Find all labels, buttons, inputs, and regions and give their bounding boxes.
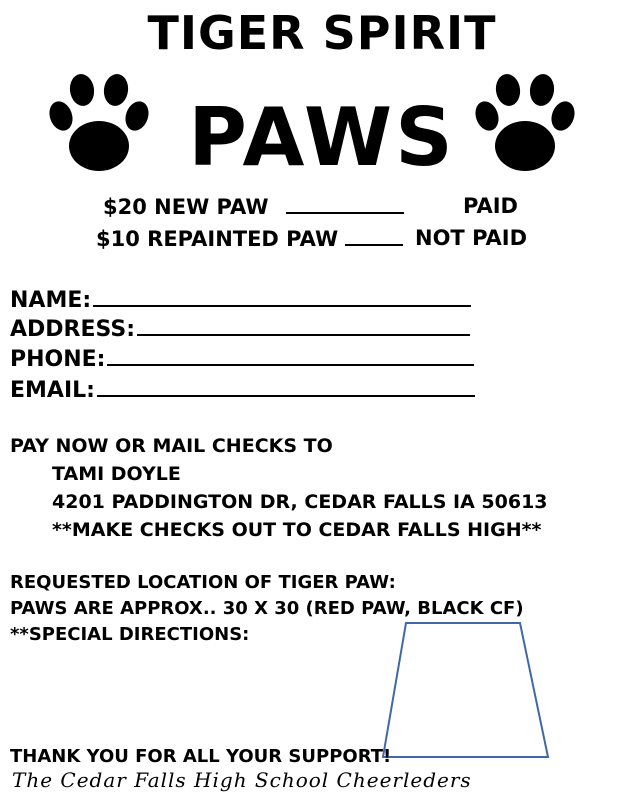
paw-print-icon: [44, 68, 154, 178]
payment-heading: PAY NOW OR MAIL CHECKS TO: [10, 435, 333, 457]
name-label: NAME:: [10, 288, 92, 313]
payment-note: **MAKE CHECKS OUT TO CEDAR FALLS HIGH**: [52, 519, 542, 541]
email-input-line[interactable]: [97, 377, 475, 397]
repainted-paw-blank[interactable]: [345, 228, 403, 246]
phone-input-line[interactable]: [107, 346, 474, 366]
email-field: [10, 377, 475, 402]
new-paw-label: $20 NEW PAW: [103, 195, 269, 219]
email-label: EMAIL:: [10, 378, 95, 403]
repainted-paw-option: [96, 228, 403, 250]
address-label: ADDRESS:: [10, 317, 136, 342]
new-paw-option: [103, 196, 404, 218]
title-paws: PAWS: [188, 91, 456, 184]
special-directions-label: **SPECIAL DIRECTIONS:: [10, 624, 250, 645]
paid-label: PAID: [463, 194, 518, 218]
paw-location-diagram: [380, 620, 552, 760]
not-paid-label: NOT PAID: [415, 226, 528, 250]
phone-label: PHONE:: [10, 347, 106, 372]
payment-address: 4201 PADDINGTON DR, CEDAR FALLS IA 50613: [52, 491, 548, 513]
paw-print-icon: [470, 68, 580, 178]
phone-field: [10, 346, 474, 371]
paw-size-note: PAWS ARE APPROX.. 30 X 30 (RED PAW, BLACK CF): [10, 598, 524, 619]
repainted-paw-label: $10 REPAINTED PAW: [96, 227, 339, 251]
name-field: [10, 287, 471, 312]
title-tiger-spirit: TIGER SPIRIT: [147, 6, 497, 60]
signature: The Cedar Falls High School Cheerleders: [12, 768, 472, 792]
requested-location-label: REQUESTED LOCATION OF TIGER PAW:: [10, 572, 396, 593]
name-input-line[interactable]: [93, 287, 471, 307]
new-paw-blank[interactable]: [286, 196, 404, 214]
payment-recipient: TAMI DOYLE: [52, 463, 181, 485]
thank-you-message: THANK YOU FOR ALL YOUR SUPPORT!: [10, 746, 392, 767]
address-input-line[interactable]: [137, 316, 470, 336]
address-field: [10, 316, 470, 341]
